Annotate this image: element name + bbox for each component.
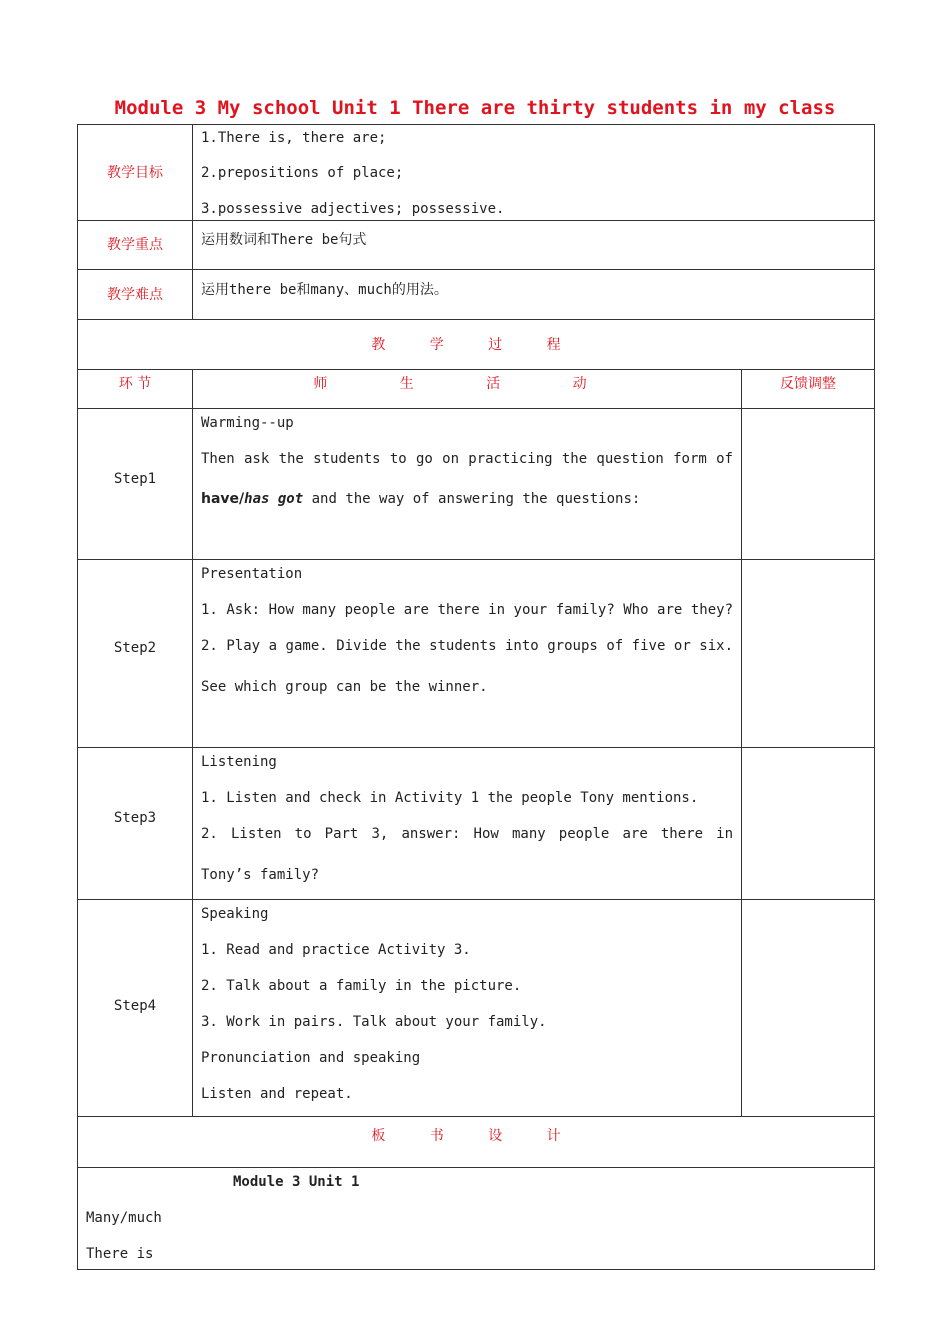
step-label: Step1 (78, 409, 193, 560)
step-line: Warming--up (201, 415, 294, 431)
step-line: 2. Play a game. Divide the students into groups of five or six. (201, 638, 733, 654)
step-line: 1. Read and practice Activity 3. (201, 942, 471, 958)
step-label: Step4 (78, 900, 193, 1117)
step-label: Step3 (78, 748, 193, 900)
step-line: Then ask the students to go on practicing the question form of (201, 451, 733, 467)
step-line: Tony’s family? (201, 867, 320, 883)
bold-text: have/ (201, 491, 245, 507)
step-line (201, 486, 733, 522)
board-line: There is (86, 1246, 154, 1262)
process-heading-row (78, 320, 875, 370)
step-content (193, 900, 742, 1117)
feedback-cell (742, 409, 875, 560)
step-line: Presentation (201, 566, 303, 582)
step-row (78, 409, 875, 560)
plain-text: and the way of answering the questions: (303, 491, 641, 507)
objective-item: 1.There is, there are; (201, 130, 387, 146)
step-content (193, 748, 742, 900)
objective-item: 2.prepositions of place; (201, 165, 404, 181)
key-points-text: 运用数词和There be句式 (201, 232, 367, 248)
key-points-label: 教学重点 (78, 221, 193, 270)
objectives-content (193, 125, 875, 221)
step-content (193, 560, 742, 748)
objective-item: 3.possessive adjectives; possessive. (201, 201, 505, 217)
difficulties-text: 运用there be和many、much的用法。 (201, 281, 448, 298)
step-line: 2. Talk about a family in the picture. (201, 978, 522, 994)
feedback-cell (742, 560, 875, 748)
board-content-row (78, 1168, 875, 1270)
process-heading: 教 学 过 程 (78, 320, 875, 370)
step-row (78, 900, 875, 1117)
key-points-content (193, 221, 875, 270)
objectives-label: 教学目标 (78, 125, 193, 221)
step-line: 2. Listen to Part 3, answer: How many people are there in (201, 826, 733, 842)
column-feedback-header: 反馈调整 (742, 370, 875, 409)
board-content (78, 1168, 875, 1270)
board-heading-row (78, 1117, 875, 1168)
step-line: See which group can be the winner. (201, 679, 488, 695)
difficulties-label: 教学难点 (78, 270, 193, 320)
key-points-row (78, 221, 875, 270)
step-content (193, 409, 742, 560)
board-title: Module 3 Unit 1 (233, 1174, 360, 1190)
board-line: Many/much (86, 1210, 162, 1226)
step-line: Speaking (201, 906, 269, 922)
difficulties-row (78, 270, 875, 320)
step-line: Pronunciation and speaking (201, 1050, 421, 1066)
difficulties-content (193, 270, 875, 320)
step-line: 1. Ask: How many people are there in your family? Who are they? (201, 602, 733, 618)
step-line: Listen and repeat. (201, 1086, 353, 1102)
step-label: Step2 (78, 560, 193, 748)
step-row (78, 560, 875, 748)
step-row (78, 748, 875, 900)
feedback-cell (742, 748, 875, 900)
process-header-row (78, 370, 875, 409)
document-title: Module 3 My school Unit 1 There are thirty students in my class (114, 97, 836, 119)
step-line: Listening (201, 754, 277, 770)
feedback-cell (742, 900, 875, 1117)
board-heading: 板 书 设 计 (78, 1117, 875, 1168)
step-line: 1. Listen and check in Activity 1 the people Tony mentions. (201, 790, 699, 806)
column-activity-header: 师 生 活 动 (193, 370, 742, 409)
column-step-header: 环 节 (78, 370, 193, 409)
step-line: 3. Work in pairs. Talk about your family. (201, 1014, 547, 1030)
lesson-plan-table (77, 124, 875, 1270)
objectives-row (78, 125, 875, 221)
bold-italic-text: has got (244, 491, 304, 507)
